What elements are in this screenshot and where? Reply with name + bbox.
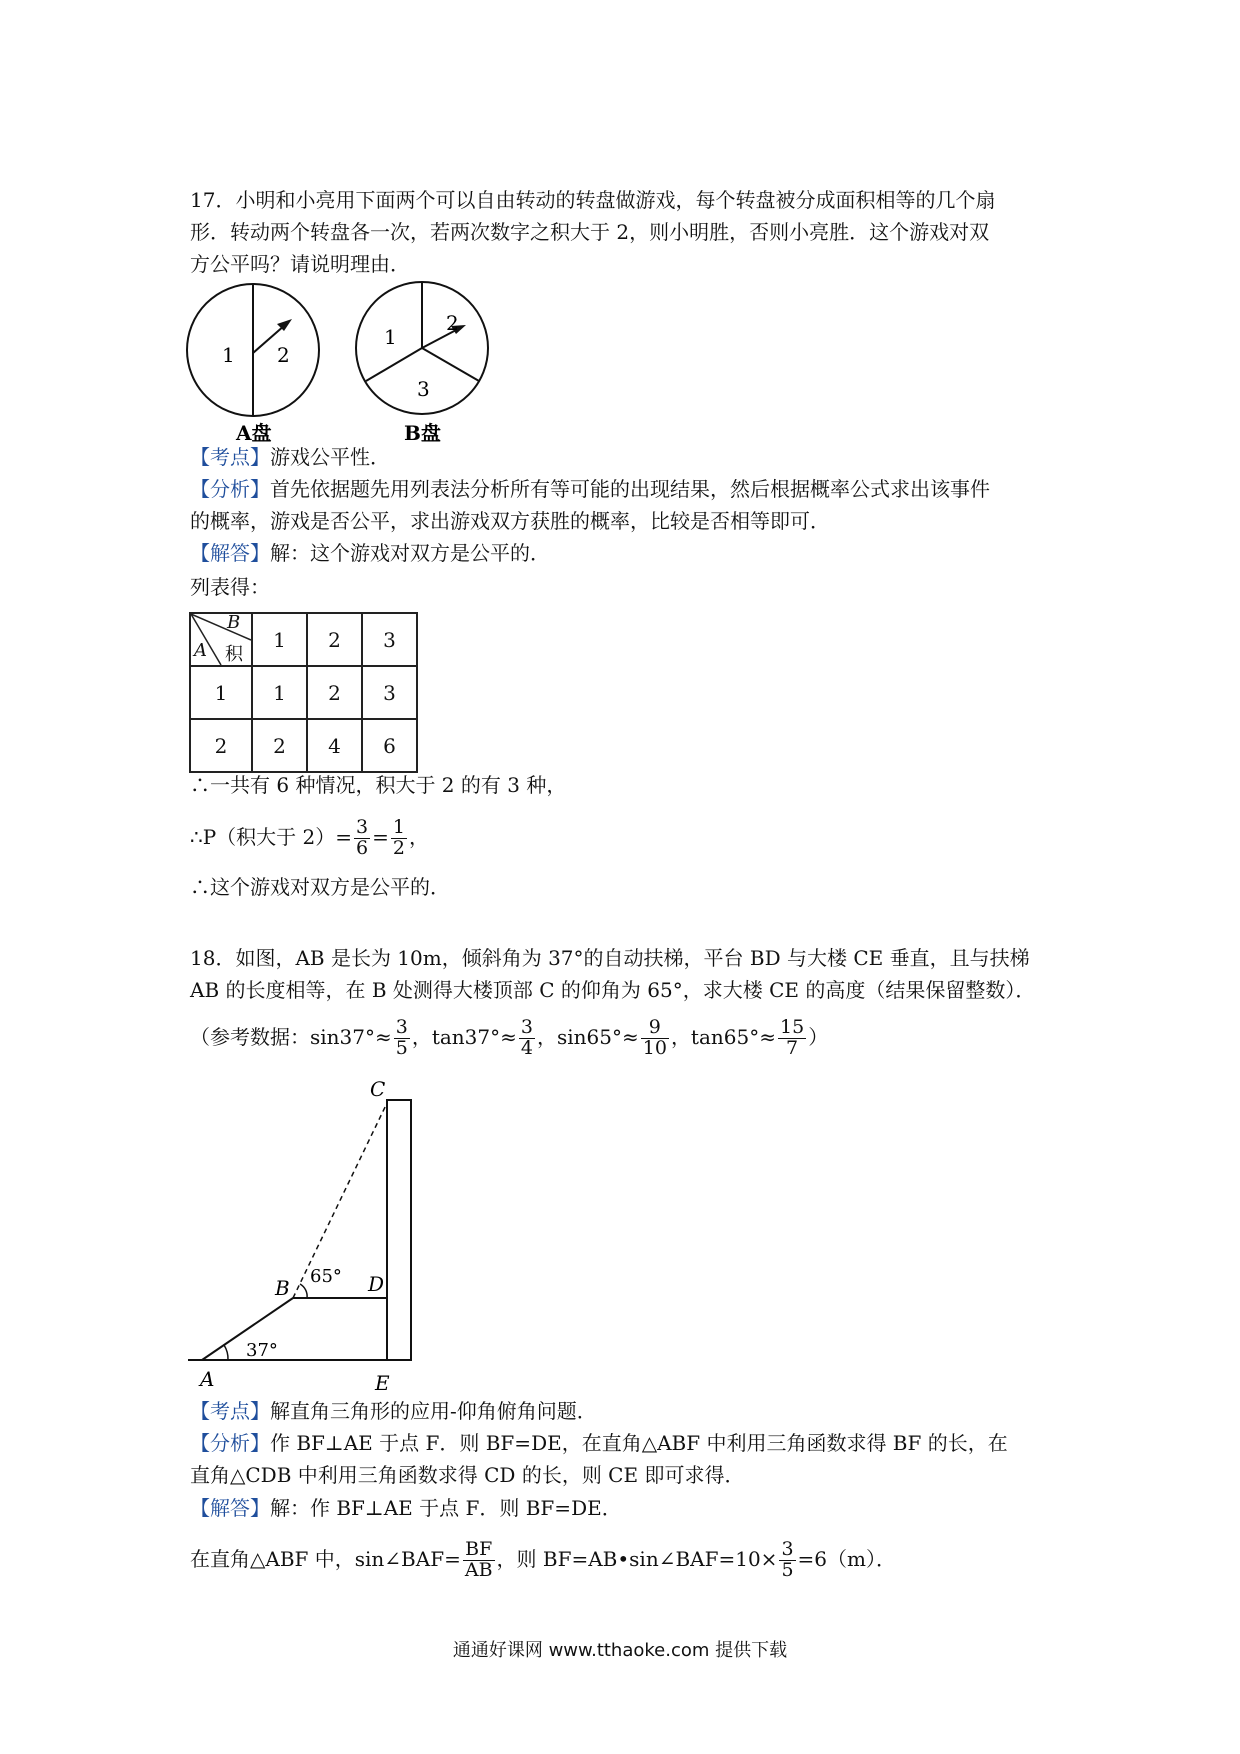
spinner-b-label-1: 1 <box>384 325 397 349</box>
fenxi-tag: 【分析】 <box>190 477 270 501</box>
table-row <box>190 666 417 719</box>
fraction-tan65 <box>778 1018 806 1059</box>
fraction-num: BF <box>463 1540 495 1561</box>
fraction-num: 3 <box>395 1016 408 1038</box>
table-cell: 2 <box>307 666 362 719</box>
corner-label-a: A <box>194 640 207 661</box>
point-a-label: A <box>200 1367 215 1391</box>
point-c-label: C <box>370 1077 386 1101</box>
table-header-cell: 3 <box>362 613 417 666</box>
angle-65-label: 65° <box>310 1266 342 1287</box>
page-footer: 通通好课网 www.tthaoke.com 提供下载 <box>452 1640 788 1661</box>
fraction-num: 3 <box>356 816 369 838</box>
spinner-a <box>187 284 319 445</box>
ref-prefix: （参考数据：sin37°≈ <box>190 1024 392 1049</box>
point-e-label: E <box>375 1371 390 1395</box>
jieda-tag: 【解答】 <box>190 1496 270 1520</box>
table-cell: 6 <box>362 719 417 772</box>
spinner-a-label-1: 1 <box>222 343 235 367</box>
q17-conclusion-2 <box>190 818 429 859</box>
spinner-b-label-2: 2 <box>446 311 459 335</box>
corner-label-b: B <box>227 612 241 633</box>
q17-table-intro: 列表得： <box>190 575 270 599</box>
q17-text-line-1: 17．小明和小亮用下面两个可以自由转动的转盘做游戏，每个转盘被分成面积相等的几个扇 <box>190 188 996 212</box>
fraction-sin65 <box>641 1018 669 1059</box>
q17-jieda <box>190 538 550 568</box>
fraction-den: 5 <box>781 1558 794 1581</box>
table-row-label: 2 <box>190 719 252 772</box>
prob-prefix: ∴P（积大于 2）= <box>190 824 353 849</box>
q18-reference-data <box>190 1018 828 1059</box>
fraction-bf-ab <box>463 1540 495 1581</box>
kaodian-tag: 【考点】 <box>190 445 270 469</box>
table-cell: 1 <box>252 666 307 719</box>
fenxi-text: 首先依据题先用列表法分析所有等可能的出现结果，然后根据概率公式求出该事件 <box>270 477 990 501</box>
table-corner-cell <box>190 613 252 666</box>
prob-suffix: ， <box>408 824 429 849</box>
equals-sign: = <box>372 824 389 849</box>
solution-prefix: 在直角△ABF 中，sin∠BAF= <box>190 1546 461 1571</box>
fraction-num: 15 <box>780 1016 805 1038</box>
fraction-tan37 <box>519 1018 535 1059</box>
ref-suffix: ） <box>808 1024 829 1049</box>
kaodian-tag: 【考点】 <box>190 1399 270 1423</box>
q18-fenxi-2: 直角△CDB 中利用三角函数求得 CD 的长，则 CE 即可求得． <box>190 1463 745 1487</box>
q18-solution-line <box>190 1540 896 1581</box>
escalator-building-figure <box>180 1068 440 1398</box>
table-cell: 3 <box>362 666 417 719</box>
ref-sin65: ，sin65°≈ <box>537 1024 639 1049</box>
fraction-den: AB <box>464 1558 493 1581</box>
angle-37-label: 37° <box>246 1340 278 1361</box>
fenxi-tag: 【分析】 <box>190 1431 270 1455</box>
point-d-label: D <box>368 1272 385 1296</box>
fraction-den: 6 <box>356 836 369 859</box>
fraction-num: 3 <box>520 1016 533 1038</box>
q18-kaodian <box>190 1396 597 1426</box>
point-b-label: B <box>275 1276 290 1300</box>
spinner-b-caption: B盘 <box>404 421 441 445</box>
fraction-3-6 <box>354 818 370 859</box>
table-header-cell: 2 <box>307 613 362 666</box>
solution-suffix: =6（m）． <box>797 1546 896 1571</box>
table-row <box>190 719 417 772</box>
ref-tan37: ，tan37°≈ <box>411 1024 517 1049</box>
table-cell: 2 <box>252 719 307 772</box>
jieda-tag: 【解答】 <box>190 541 270 565</box>
fraction-1-2 <box>391 818 407 859</box>
corner-label-ji: 积 <box>225 644 243 665</box>
ref-tan65: ，tan65°≈ <box>670 1024 776 1049</box>
fraction-sin37 <box>394 1018 410 1059</box>
fraction-num: 1 <box>392 816 405 838</box>
q17-conclusion-3: ∴这个游戏对双方是公平的． <box>190 875 450 899</box>
fraction-den: 10 <box>642 1036 667 1059</box>
product-table <box>189 612 418 773</box>
fraction-num: 3 <box>781 1538 794 1560</box>
fenxi-text: 作 BF⊥AE 于点 F．则 BF=DE，在直角△ABF 中利用三角函数求得 BF 的长，在 <box>270 1431 1008 1455</box>
table-header-row <box>190 613 417 666</box>
q17-fenxi-2: 的概率，游戏是否公平，求出游戏双方获胜的概率，比较是否相等即可． <box>190 509 830 533</box>
fraction-den: 5 <box>395 1036 408 1059</box>
solution-mid: ，则 BF=AB•sin∠BAF=10× <box>496 1546 778 1571</box>
fraction-den: 2 <box>392 836 405 859</box>
q18-text-line-1: 18．如图，AB 是长为 10m，倾斜角为 37°的自动扶梯，平台 BD 与大楼 CE 垂直，且与扶梯 <box>190 946 1030 970</box>
spinner-a-label-2: 2 <box>277 343 290 367</box>
q17-kaodian <box>190 442 390 472</box>
fraction-num: 9 <box>641 1018 669 1039</box>
kaodian-text: 游戏公平性． <box>270 445 390 469</box>
spinner-b <box>356 282 488 445</box>
fraction-3-5 <box>779 1540 795 1581</box>
q17-conclusion-1: ∴一共有 6 种情况，积大于 2 的有 3 种， <box>190 773 567 797</box>
q18-text-line-2: AB 的长度相等，在 B 处测得大楼顶部 C 的仰角为 65°，求大楼 CE 的高度（结果保留整数）． <box>190 978 1036 1002</box>
table-cell: 4 <box>307 719 362 772</box>
spinner-figure <box>180 278 510 448</box>
q17-fenxi-1 <box>190 474 990 504</box>
spinner-a-caption: A盘 <box>236 421 272 445</box>
jieda-text: 解：作 BF⊥AE 于点 F．则 BF=DE． <box>270 1496 622 1520</box>
q17-text-line-3: 方公平吗？请说明理由． <box>190 252 410 276</box>
fraction-den: 7 <box>786 1036 799 1059</box>
table-header-cell: 1 <box>252 613 307 666</box>
spinner-b-label-3: 3 <box>417 377 430 401</box>
jieda-text: 解：这个游戏对双方是公平的． <box>270 541 550 565</box>
table-row-label: 1 <box>190 666 252 719</box>
q18-jieda <box>190 1493 622 1523</box>
kaodian-text: 解直角三角形的应用-仰角俯角问题． <box>270 1399 597 1423</box>
fraction-den: 4 <box>520 1036 533 1059</box>
q18-fenxi-1 <box>190 1428 1008 1458</box>
q17-text-line-2: 形．转动两个转盘各一次，若两次数字之积大于 2，则小明胜，否则小亮胜．这个游戏对双 <box>190 220 990 244</box>
